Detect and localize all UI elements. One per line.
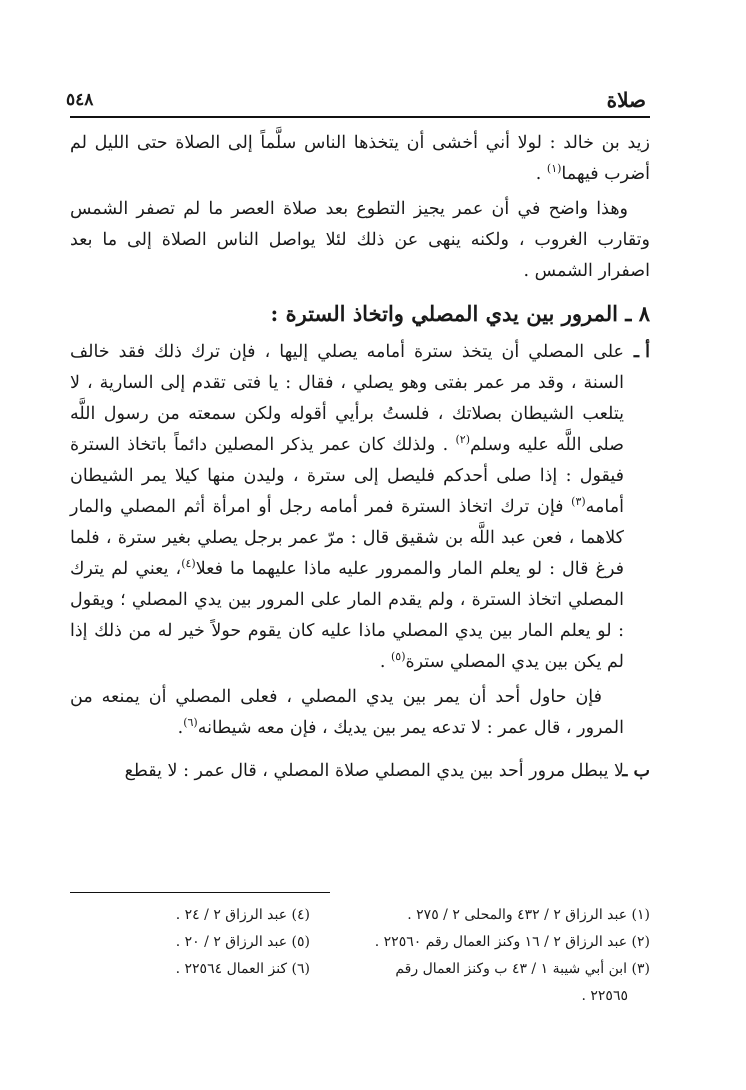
item-a: أ ـ على المصلي أن يتخذ سترة أمامه يصلي إليها ، فإن ترك ذلك فقد خالف السنة ، وقد مر عمر بفتى وهو يصلي ، فقال : يا فتى تقدم إلى السارية ، لا يتلعب الشيطان بصلاتك ، فلستُ برأيي أقوله ولكن سمعته من رسول اللَّه صلى اللَّه عليه وسلم$^{(٢)}$ . ولذلك كان عمر يذكر المصلين دائماً باتخاذ السترة فيقول : إذا صلى أحدكم فليصل إلى سترة ، وليدن منها كيلا يمر الشيطان أمامه$^{(٣)}$ فإن ترك اتخاذ السترة فمر أمامه رجل أو امرأة أثم المصلي والمار كلاهما ، فعن عبد اللَّه بن شقيق قال : مرّ عمر برجل يصلي بغير سترة ، فلما فرغ قال : لو يعلم المار والممرور عليه ماذا عليهما ما فعلا$^{(٤)}$، يعني لم يترك المصلي اتخاذ السترة ، ولم يقدم المار على المرور بين يدي المصلي ؛ ويقول : لو يعلم المار بين يدي المصلي ماذا عليه كان يقوم حولاً خير له من ذلك إذا لم يكن بين يدي المصلي سترة$^{(٥)}$ .: [70, 337, 650, 678]
footnote-2: (٢) عبد الرزاق ٢ / ١٦ وكنز العمال رقم ٢٢٥٦٠ .: [374, 934, 650, 950]
footnote-ref-1: (١): [546, 162, 562, 176]
footnote-ref-4: (٤): [181, 557, 196, 571]
header-rule: [70, 116, 650, 118]
page-number: ٥٤٨: [66, 90, 94, 110]
paragraph-2: وهذا واضح في أن عمر يجيز التطوع بعد صلاة العصر ما لم تصفر الشمس وتقارب الغروب ، ولكنه ينهى عن ذلك لئلا يواصل الناس الصلاة إلى ما بعد اصفرار الشمس .: [70, 199, 650, 281]
footnotes-right-column: [350, 902, 650, 1010]
footnote-ref-6: (٦): [183, 716, 198, 730]
footnote-3-continuation: ٢٢٥٦٥ .: [581, 988, 628, 1004]
item-b: ب ـ لا يبطل مرور أحد بين يدي المصلي صلاة المصلي ، قال عمر : لا يقطع: [70, 756, 650, 787]
footnote-ref-2: (٢): [455, 433, 470, 447]
paragraph-1: زيد بن خالد : لولا أني أخشى أن يتخذها الناس سلَّماً إلى الصلاة حتى الليل لم أضرب فيهما$^{(١)}$ .: [70, 133, 650, 184]
footnote-4: (٤) عبد الرزاق ٢ / ٢٤ .: [175, 907, 310, 923]
body-text: [70, 128, 650, 787]
header-title: صلاة: [606, 88, 646, 112]
footnotes-left-column: [70, 902, 310, 983]
footnote-6: (٦) كنز العمال ٢٢٥٦٤ .: [175, 961, 310, 977]
section-heading: ٨ ـ المرور بين يدي المصلي واتخاذ السترة :: [270, 301, 650, 326]
footnote-ref-5: (٥): [390, 650, 406, 664]
footnote-5: (٥) عبد الرزاق ٢ / ٢٠ .: [175, 934, 310, 950]
running-header: [66, 86, 646, 114]
footnote-1: (١) عبد الرزاق ٢ / ٤٣٢ والمحلى ٢ / ٢٧٥ .: [407, 907, 650, 923]
item-a-continuation: فإن حاول أحد أن يمر بين يدي المصلي ، فعلى المصلي أن يمنعه من المرور ، قال عمر : لا تدعه يمر بين يديك ، فإن معه شيطانه$^{(٦)}$.: [70, 687, 624, 738]
item-a-marker: أ ـ: [633, 342, 650, 362]
footnote-3: (٣) ابن أبي شيبة ١ / ٤٣ ب وكنز العمال رقم: [395, 961, 650, 977]
footnote-ref-3: (٣): [571, 495, 586, 509]
footnote-rule: [70, 892, 330, 893]
item-b-marker: ب ـ: [622, 761, 650, 781]
